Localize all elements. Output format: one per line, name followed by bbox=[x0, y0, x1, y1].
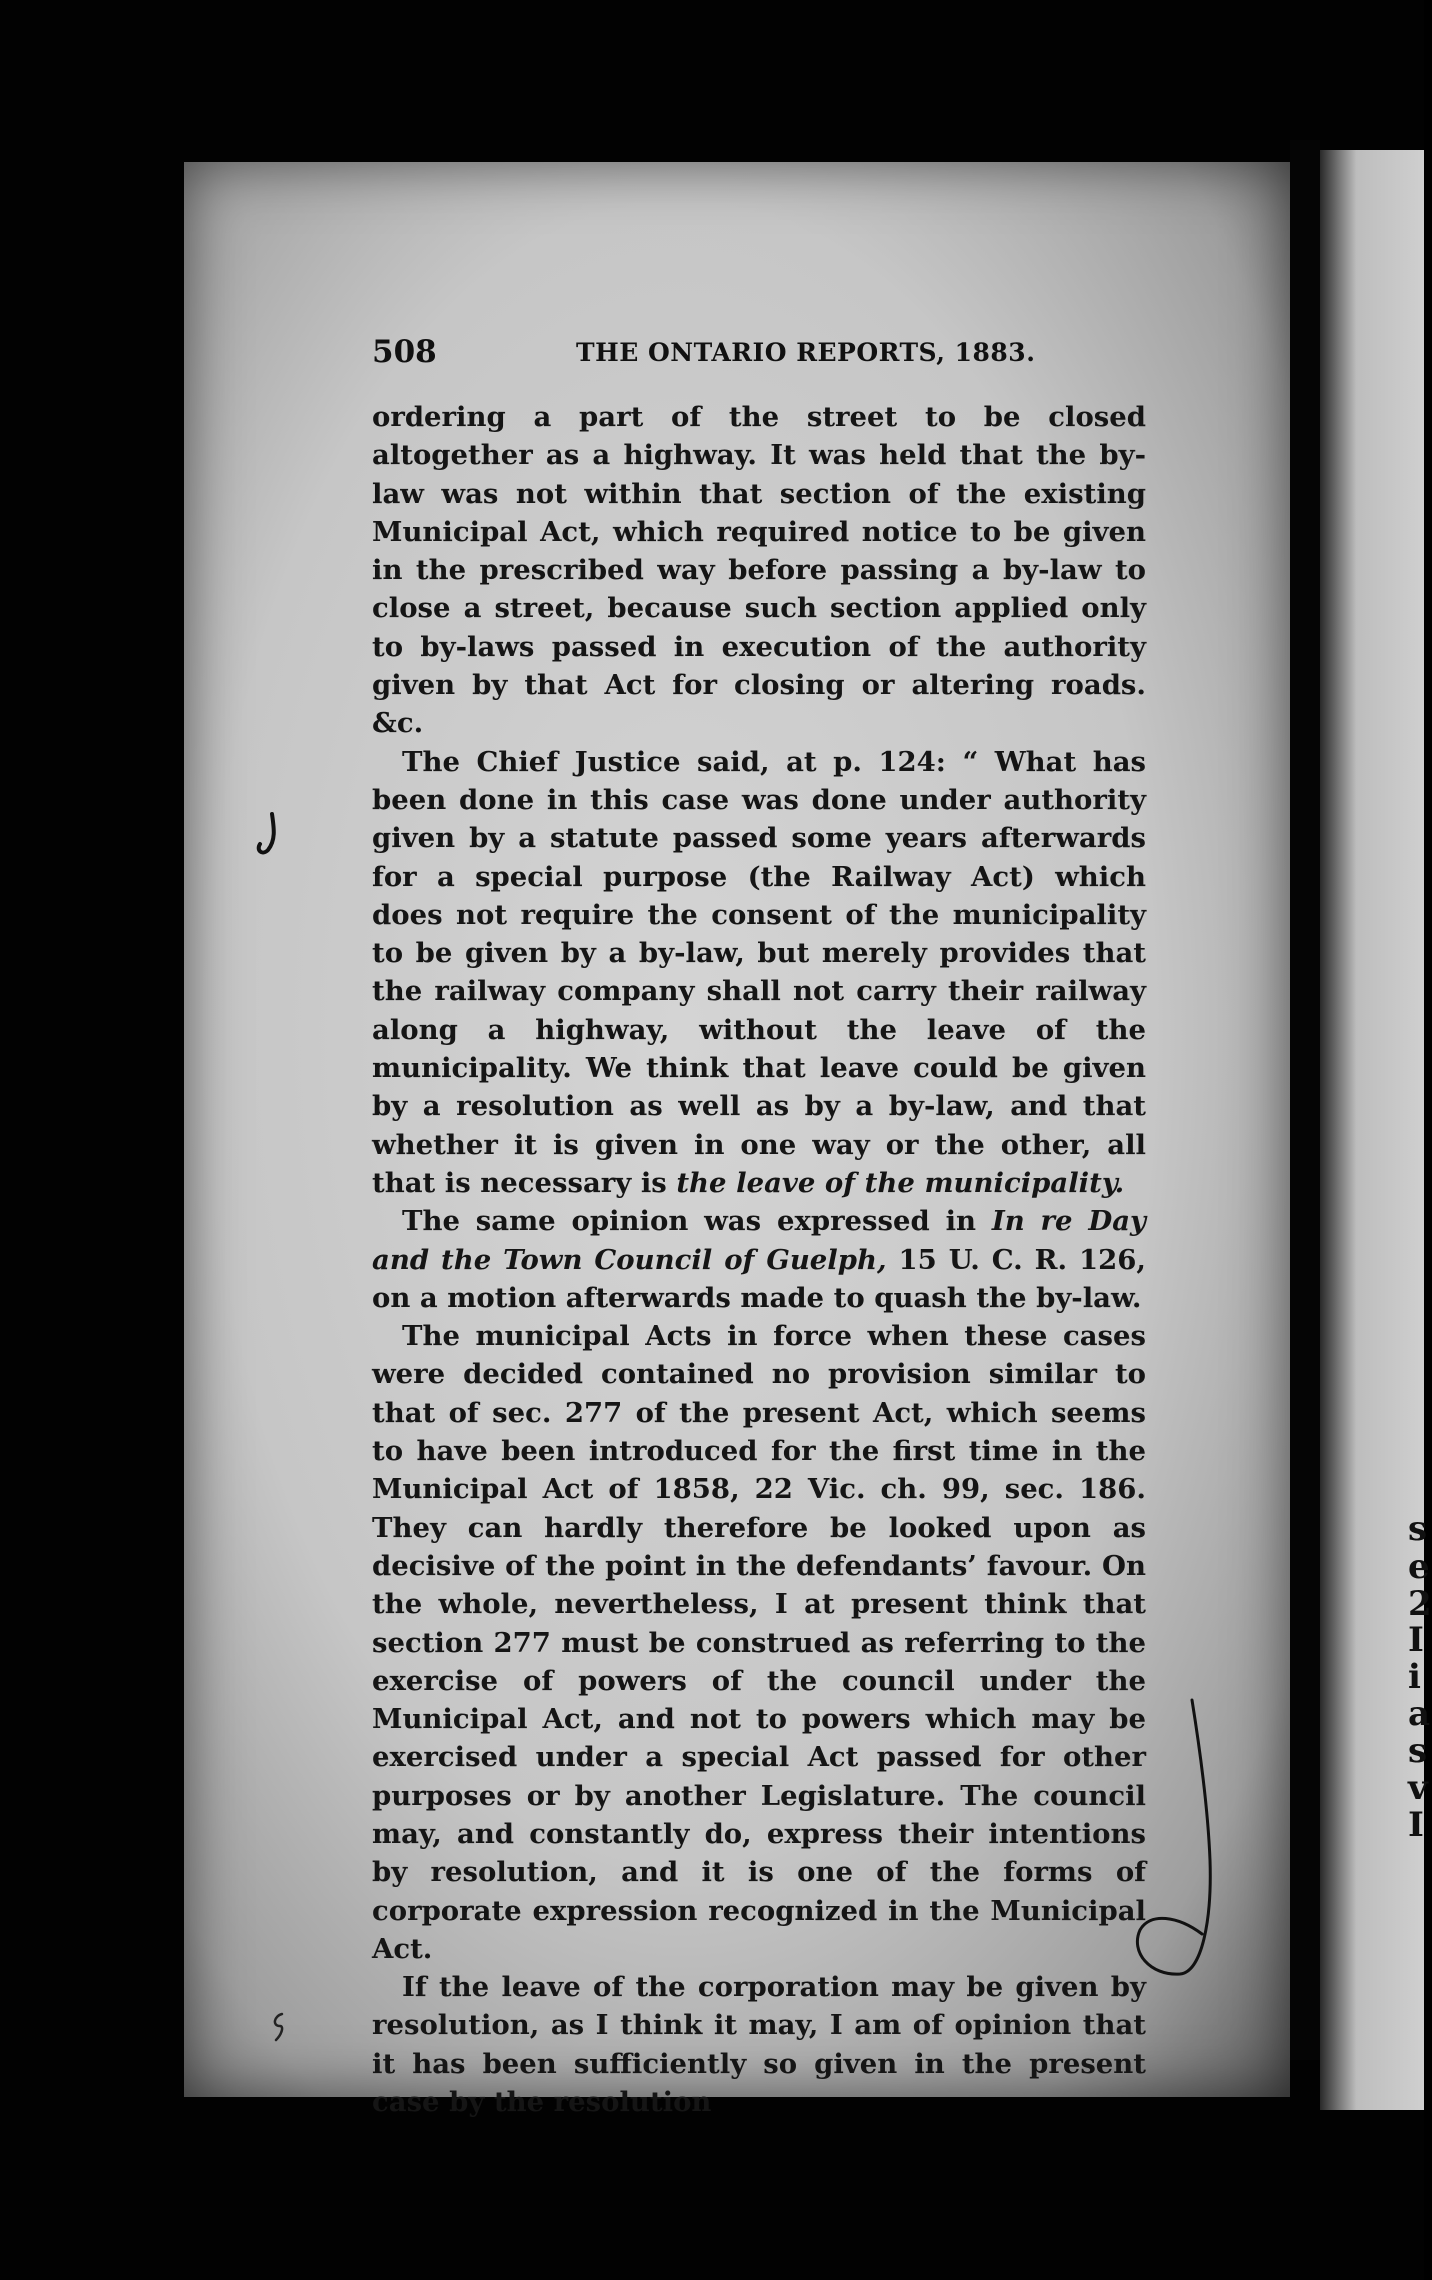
edge-letter: s bbox=[1408, 1509, 1428, 1549]
paragraph bbox=[372, 1968, 1146, 2121]
edge-letter: a bbox=[1408, 1694, 1431, 1734]
edge-letter: 2 bbox=[1408, 1584, 1432, 1624]
edge-letter: I bbox=[1408, 1620, 1424, 1660]
paragraph bbox=[372, 1317, 1146, 1968]
edge-letter: i bbox=[1408, 1657, 1421, 1697]
paragraph-text: The same opinion was expressed in bbox=[402, 1205, 992, 1238]
italic-text: the leave of the municipality. bbox=[676, 1166, 1125, 1199]
paragraph bbox=[372, 743, 1146, 1203]
page-body bbox=[372, 398, 1146, 2121]
page-number: 508 bbox=[372, 334, 437, 370]
edge-letter: v bbox=[1408, 1768, 1428, 1808]
edge-letter: e bbox=[1408, 1547, 1430, 1587]
page-header bbox=[372, 334, 1192, 382]
book-gutter bbox=[1290, 140, 1320, 2060]
paragraph-text: The Chief Justice said, at p. 124: “ What has been done in this case was done under authority given by a statute passed some years afterwards for a special purpose (the Railway Act) which does not require the consent of the municipality to be given by a by-law, but merely provides that the railway company shall not carry their railway along a highway, without the leave of the municipality. We think that leave could be given by a resolution as well as by a by-law, and that whether it is given in one way or the other, all that is necessary is bbox=[372, 745, 1146, 1199]
case-citation: In re Day and the Town Council of Guelph, bbox=[372, 1205, 1146, 1276]
paragraph-text: If the leave of the corporation may be given by resolution, as I think it may, I am of opinion that it has been sufficiently so given in the present case by the resolution bbox=[372, 1971, 1146, 2119]
running-head: THE ONTARIO REPORTS, 1883. bbox=[576, 338, 1036, 367]
edge-letter: s bbox=[1408, 1731, 1428, 1771]
paragraph-text: ordering a part of the street to be closed altogether as a highway. It was held that the by-law was not within that section of the existing Municipal Act, which required notice to be given in the prescribed way before passing a by-law to close a street, because such section applied only to by-laws passed in execution of the authority given by that Act for closing or altering roads. &c. bbox=[372, 401, 1146, 740]
edge-letter: I bbox=[1408, 1805, 1424, 1845]
adjacent-page-edge bbox=[1320, 150, 1432, 2110]
paragraph bbox=[372, 398, 1146, 743]
paragraph-text: 15 U. C. R. 126, on a motion afterwards made to quash the by-law. bbox=[372, 1243, 1146, 1314]
paragraph bbox=[372, 1202, 1146, 1317]
paragraph-text: The municipal Acts in force when these cases were decided contained no provision similar to that of sec. 277 of the present Act, which seems to have been introduced for the first time in the Municipal Act of 1858, 22 Vic. ch. 99, sec. 186. They can hardly therefore be looked upon as decisive of the point in the defendants’ favour. On the whole, nevertheless, I at present think that section 277 must be construed as referring to the exercise of powers of the council under the Municipal Act, and not to powers which may be exercised under a special Act passed for other purposes or by another Legislature. The council may, and constantly do, express their intentions by resolution, and it is one of the forms of corporate expression recognized in the Municipal Act. bbox=[372, 1320, 1146, 1965]
